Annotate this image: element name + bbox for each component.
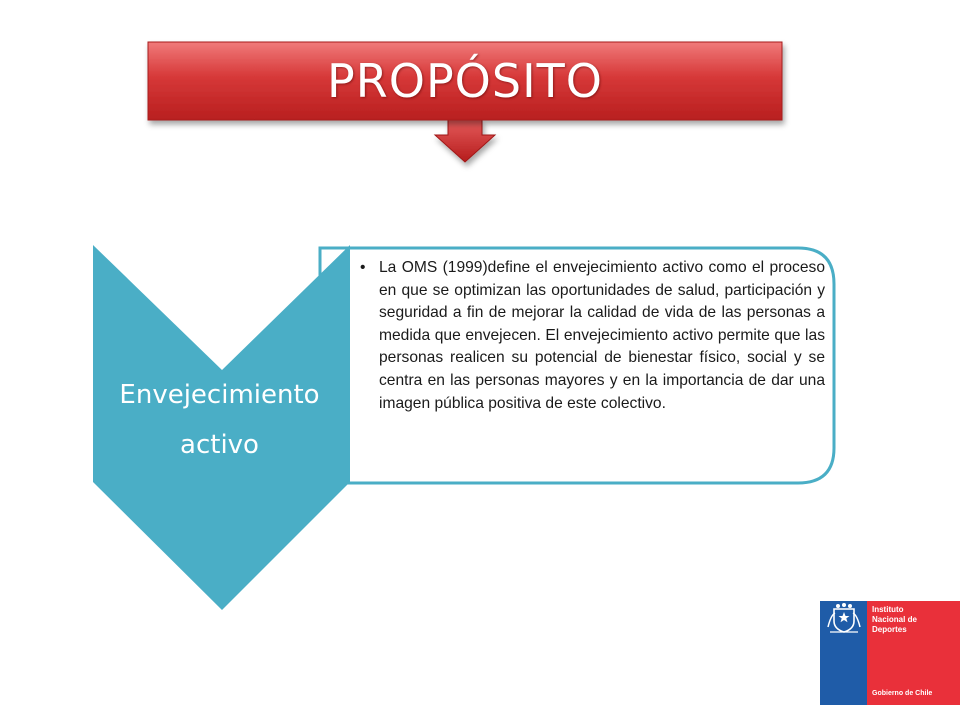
coat-of-arms-icon xyxy=(824,601,864,635)
logo-name-line1: Instituto xyxy=(872,605,904,614)
logo-name-line3: Deportes xyxy=(872,625,907,634)
logo-government: Gobierno de Chile xyxy=(872,690,933,697)
logo-institution-name xyxy=(872,605,952,635)
chevron-label-line1: Envejecimiento xyxy=(119,380,320,410)
bullet-list xyxy=(360,257,825,415)
ind-logo xyxy=(820,601,960,705)
page-title: PROPÓSITO xyxy=(327,54,603,108)
logo-blue-panel xyxy=(820,601,867,705)
logo-name-line2: Nacional de xyxy=(872,615,917,624)
logo-red-panel xyxy=(867,601,960,705)
chevron-label xyxy=(92,370,347,470)
chevron-label-line2: activo xyxy=(180,430,259,460)
bullet-item: • La OMS (1999)define el envejecimiento activo como el proceso en que se optimizan las oportunidades de salud, participación y seguridad a fin de mejorar la calidad de vida de las personas a medida que envejecen. El envejecimiento activo permite que las personas realicen su potencial de bienestar físico, social y se centra en las personas mayores y en la importancia de dar una imagen pública positiva de este colectivo. xyxy=(360,257,825,415)
